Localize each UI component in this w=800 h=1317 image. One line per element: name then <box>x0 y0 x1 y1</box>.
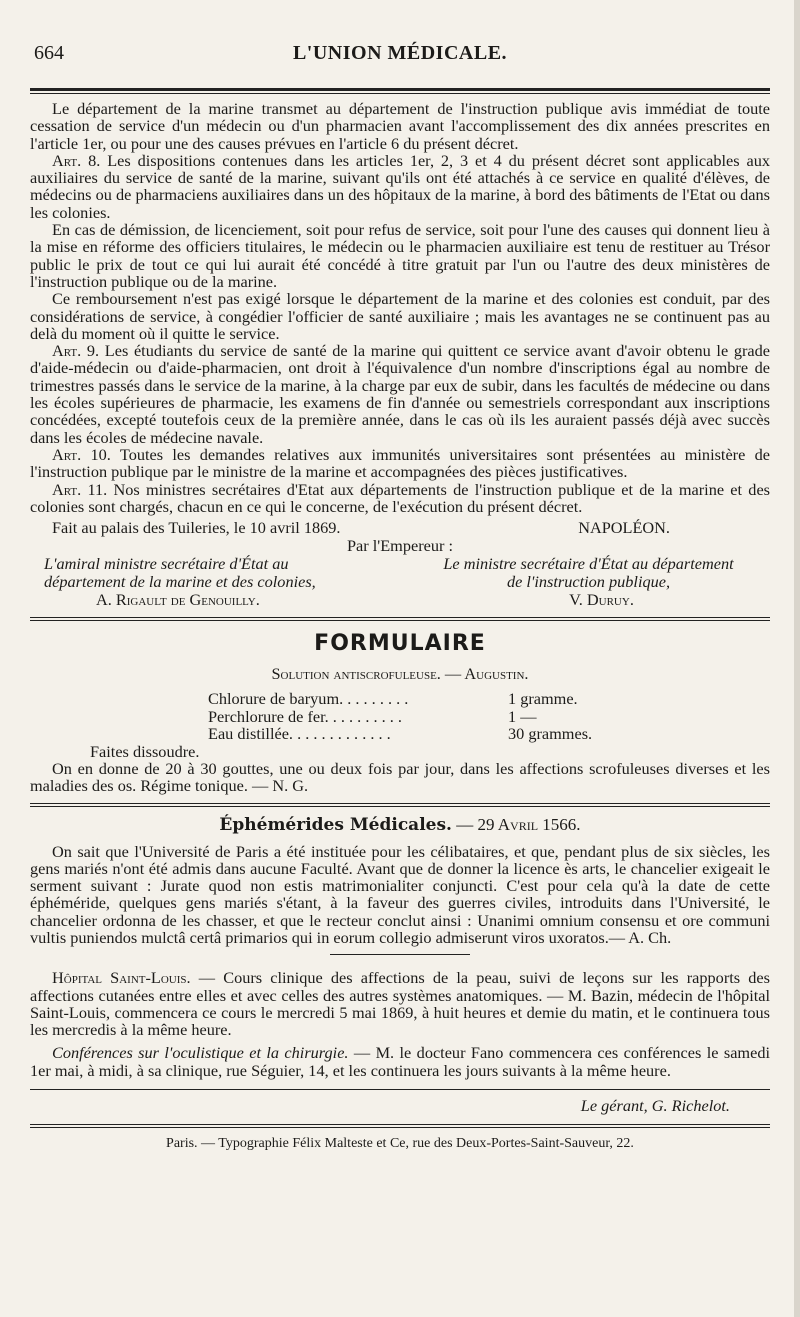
article-label: Art. 10. <box>52 444 111 464</box>
decree-section <box>30 100 770 515</box>
hopital-notice <box>30 969 770 1038</box>
section-rule <box>30 617 770 621</box>
article-text: Nos ministres secrétaires d'Etat aux départements de l'instruction publique et de la marine et des colonies sont chargés, chacun en ce qui le concerne, de l'exécution du présent décret. <box>30 479 771 516</box>
left-sig-line-1: L'amiral ministre secrétaire d'État au <box>44 554 289 574</box>
conferences-text: — M. le docteur Fano commencera ces conférences le samedi 1er mai, à midi, à sa clinique, rue Séguier, 14, et les continuera les jours suivants à la même heure. <box>30 1043 770 1080</box>
signature-date-row <box>30 519 770 537</box>
imprint-line: Paris. — Typographie Félix Malteste et Ce, rue des Deux-Portes-Saint-Sauveur, 22. <box>166 1136 634 1152</box>
journal-title: L'UNION MÉDICALE. <box>292 42 508 64</box>
page-number: 664 <box>34 42 64 64</box>
ingredient-name: Perchlorure de fer. . . . . . . . . . <box>208 706 402 726</box>
formulaire-title: FORMULAIRE <box>314 631 486 657</box>
article-9 <box>30 342 770 446</box>
ephemerides-body <box>30 843 770 947</box>
ingredient-row <box>208 690 638 708</box>
article-10 <box>30 446 770 481</box>
left-signatory-title <box>30 555 407 591</box>
ephemerides-date: — 29 Avril 1566. <box>456 814 581 834</box>
ingredient-row <box>208 725 638 743</box>
section-rule <box>30 803 770 807</box>
article-11 <box>30 481 770 516</box>
page-header <box>30 42 770 82</box>
header-rule <box>30 88 770 94</box>
short-divider <box>330 954 470 955</box>
right-sig-line-2: de l'instruction publique, <box>506 572 671 592</box>
right-sig-line-1: Le ministre secrétaire d'État au département <box>443 554 734 574</box>
footer-rule <box>30 1124 770 1128</box>
decree-paragraph: Ce remboursement n'est pas exigé lorsque le département de la marine et des colonies est conduit, par des considérations de service, à congédier l'officier de santé auxiliaire ; mais les avantages ne se continuent pas au delà du moment où il quitte le service. <box>30 289 770 343</box>
decree-paragraph: En cas de démission, de licenciement, soit pour refus de service, soit pour l'une des causes qui donnent lieu à la mise en réforme des officiers titulaires, le médecin ou le pharmacien auxiliaire est tenu de restituer au Trésor public le prix de tout ce qui lui aurait été concédé à titre gratuit par l'un ou l'autre des deux ministères de l'instruction publique ou de la marine. <box>30 220 770 291</box>
formulaire-body <box>30 743 770 795</box>
solution-title: Solution antiscrofuleuse. — Augustin. <box>271 664 529 684</box>
notices-section <box>30 969 770 1079</box>
ephemerides-title <box>30 815 770 835</box>
fait-au-palais: Fait au palais des Tuileries, le 10 avril 1869. <box>52 518 341 538</box>
article-label: Art. 9. <box>52 341 100 361</box>
hopital-text: — Cours clinique des affections de la peau, suivi de leçons sur les rapports des affections cutanées entre elles et avec celles des autres systèmes anatomiques. — M. Bazin, médecin de l'hôpital Saint-Louis, commencera ce cours le mercredi 5 mai 1869, à huit heures et demie du matin, et le continuera tous les mercredis à la même heure. <box>30 968 770 1040</box>
ingredient-row <box>208 708 638 726</box>
ingredient-qty: 1 gramme. <box>508 689 578 709</box>
signatories-names <box>30 591 770 609</box>
gerant-line: Le gérant, G. Richelot. <box>580 1096 730 1116</box>
ephemerides-heading: Éphémérides Médicales. <box>219 814 452 835</box>
left-sig-line-2: département de la marine et des colonies, <box>44 572 316 592</box>
right-signatory-name: V. Duruy. <box>569 590 634 610</box>
ingredient-list <box>208 690 638 743</box>
left-signatory-name: A. Rigault de Genouilly. <box>96 590 260 610</box>
ingredient-qty: 30 grammes. <box>508 724 593 744</box>
faites-dissoudre: Faites dissoudre. <box>90 741 200 761</box>
dosage-paragraph: On en donne de 20 à 30 gouttes, une ou deux fois par jour, dans les affections scrofuleuses diverses et les maladies des os. Régime tonique. — N. G. <box>30 758 770 796</box>
article-label: Art. 11. <box>52 479 108 499</box>
article-text: Les dispositions contenues dans les articles 1er, 2, 3 et 4 du présent décret sont applicables aux auxiliaires du service de santé de la marine, suivant qu'ils ont été attachés à ce service en qualité d'élèves, de médecins ou de pharmaciens auxiliaires dans un des hôpitaux de la marine, à bord des bâtiments de l'Etat ou dans les colonies. <box>30 150 770 222</box>
article-text: Toutes les demandes relatives aux immunités universitaires sont présentées au ministère de l'instruction publique par le ministre de la marine et accompagnées des pièces justificatives. <box>30 444 770 482</box>
ephemerides-paragraph: On sait que l'Université de Paris a été instituée pour les célibataires, et que, pendant plus de six siècles, les gens mariés n'ont été admis dans aucune Faculté. Avant que de donner la licence ès arts, le chancelier exigeait le serment suivant : Jurate quod non estis matrimonialiter conjuncti. C'est pour cela qu'à la date de cette éphéméride, quelques gens mariés s'étant, à la faveur des guerres civiles, introduits dans l'Université, le chancelier ordonna de les chasser, et que le recteur conclut ainsi : Unanimi omnium consensu et ore communi vultis puniendos mulctâ certâ primarios qui in eorum collegio admiserunt viros uxoratos.— A. Ch. <box>30 841 770 947</box>
par-empereur: Par l'Empereur : <box>346 536 453 556</box>
napoleon-signature: NAPOLÉON. <box>578 518 670 538</box>
footer-rule <box>30 1089 770 1090</box>
article-label: Art. 8. <box>52 150 101 170</box>
conferences-notice <box>30 1044 770 1079</box>
signatories-titles <box>30 555 770 591</box>
decree-paragraph: Le département de la marine transmet au département de l'instruction publique avis immédiat de toute cessation de service d'un médecin ou d'un pharmacien avant l'accomplissement des dix années prescrites en l'article 1er, ou pour une des causes prévues en l'article 6 du présent décret. <box>30 99 770 153</box>
ingredient-name: Eau distillée. . . . . . . . . . . . . <box>208 724 391 744</box>
article-8 <box>30 152 770 221</box>
ingredient-qty: 1 — <box>508 706 537 726</box>
article-text: Les étudiants du service de santé de la marine qui quittent ce service avant d'avoir obtenu le grade d'aide-médecin ou d'aide-pharmacien, ont droit à l'équivalence d'un nombre d'inscriptions égal au nombre de trimestres passés dans le service de la marine, à la charge par eux de subir, dans les facultés de médecine ou dans les écoles supérieures de pharmacie, les examens de fin d'année ou semestriels correspondant aux inscriptions concédées, excepté toutefois ceux de la première année, dans le cas où ils les auraient passés déjà avec succès dans les écoles de médecine navale. <box>30 341 770 447</box>
ingredient-name: Chlorure de baryum. . . . . . . . . <box>208 689 409 709</box>
right-signatory-title <box>407 555 770 591</box>
hopital-label: Hôpital Saint-Louis. <box>52 968 191 988</box>
conferences-label: Conférences sur l'oculistique et la chirurgie. <box>52 1043 349 1063</box>
